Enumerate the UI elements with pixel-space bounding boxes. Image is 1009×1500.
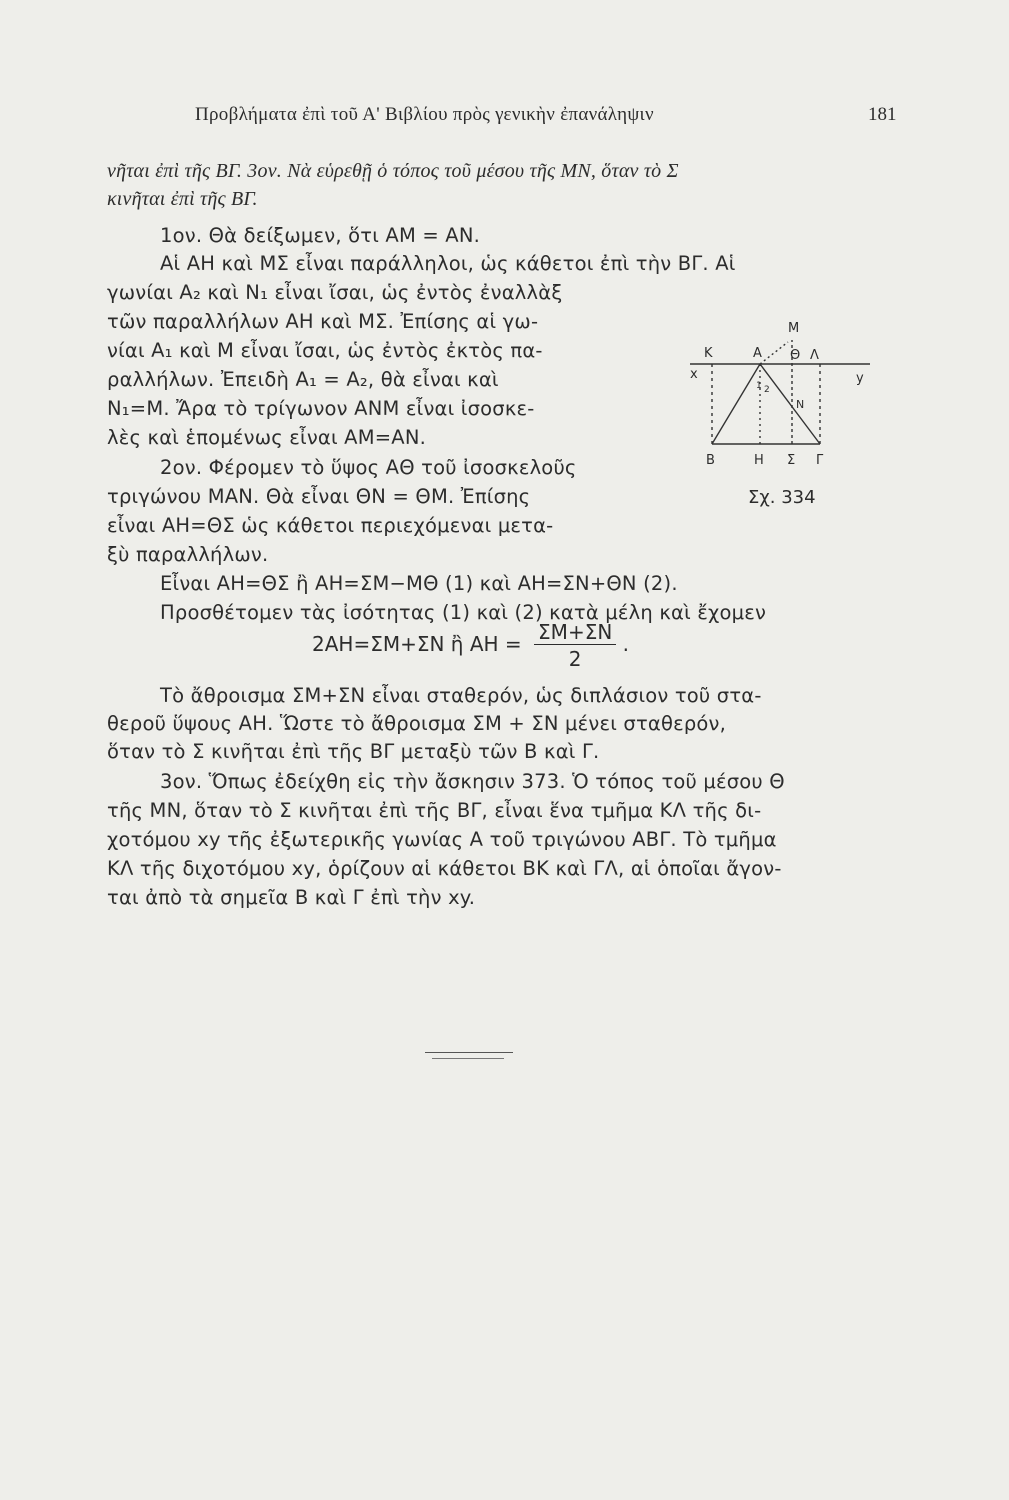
part3-line-1: 3ον. Ὅπως ἐδείχθη εἰς τὴν ἄσκησιν 373. Ὁ τόπος τοῦ μέσου Θ xyxy=(160,770,785,793)
formula-numerator: ΣΜ+ΣΝ xyxy=(534,620,616,645)
label-sigma: Σ xyxy=(787,453,796,468)
label-angle-1: 1 xyxy=(756,381,762,391)
part2b-line-1: Τὸ ἄθροισμα ΣΜ+ΣΝ εἶναι σταθερόν, ὡς διπλάσιον τοῦ στα- xyxy=(160,684,762,707)
formula-denominator: 2 xyxy=(568,647,582,671)
end-rule-secondary xyxy=(432,1058,504,1059)
part2-line-6: Προσθέτομεν τὰς ἰσότητας (1) καὶ (2) κατὰ μέλη καὶ ἔχομεν xyxy=(160,601,767,624)
part1-line-4: τῶν παραλλήλων ΑΗ καὶ ΜΣ. Ἐπίσης αἱ γω- xyxy=(107,310,539,333)
label-h: H xyxy=(754,453,764,468)
label-a: A xyxy=(753,346,762,361)
label-n: N xyxy=(796,398,805,411)
label-k: K xyxy=(704,346,713,361)
part2b-line-3: ὅταν τὸ Σ κινῆται ἐπὶ τῆς ΒΓ μεταξὺ τῶν Β καὶ Γ. xyxy=(107,740,600,763)
part3-line-4: ΚΛ τῆς διχοτόμου xy, ὁρίζουν αἱ κάθετοι ΒΚ καὶ ΓΛ, αἱ ὁποῖαι ἄγον- xyxy=(107,857,782,880)
part3-line-2: τῆς ΜΝ, ὅταν τὸ Σ κινῆται ἐπὶ τῆς ΒΓ, εἶναι ἕνα τμῆμα ΚΛ τῆς δι- xyxy=(107,799,762,822)
label-lambda: Λ xyxy=(810,348,819,363)
part3-line-5: ται ἀπὸ τὰ σημεῖα Β καὶ Γ ἐπὶ τὴν xy. xyxy=(107,886,476,909)
label-b: B xyxy=(706,453,715,468)
end-rule xyxy=(425,1052,513,1053)
side-ag-line xyxy=(760,364,820,444)
sum-formula xyxy=(312,620,629,671)
figure-caption: Σχ. 334 xyxy=(748,487,816,508)
part1-line-6: ραλλήλων. Ἐπειδὴ Α₁ = Α₂, θὰ εἶναι καὶ xyxy=(107,368,499,391)
label-m: M xyxy=(788,321,800,336)
label-gamma: Γ xyxy=(816,453,824,468)
part2-line-2: τριγώνου ΜΑΝ. Θὰ εἶναι ΘΝ = ΘΜ. Ἐπίσης xyxy=(107,485,531,508)
label-angle-2: 2 xyxy=(764,385,770,395)
part1-line-8: λὲς καὶ ἑπομένως εἶναι ΑΜ=ΑΝ. xyxy=(107,426,426,449)
formula-left: 2ΑΗ=ΣΜ+ΣΝ ἢ ΑΗ = xyxy=(312,632,522,656)
part2-line-4: ξὺ παραλλήλων. xyxy=(107,543,269,566)
part2-line-1: 2ον. Φέρομεν τὸ ὕψος ΑΘ τοῦ ἰσοσκελοῦς xyxy=(160,456,577,479)
side-ab-line xyxy=(712,364,760,444)
part1-line-2: Αἱ ΑΗ καὶ ΜΣ εἶναι παράλληλοι, ὡς κάθετοι ἐπὶ τὴν ΒΓ. Αἱ xyxy=(160,252,736,275)
part2b-line-2: θεροῦ ὕψους ΑΗ. Ὥστε τὸ ἄθροισμα ΣΜ + ΣΝ μένει σταθερόν, xyxy=(107,712,727,735)
intro-line-2: κινῆται ἐπὶ τῆς ΒΓ. xyxy=(107,188,258,210)
label-theta: Θ xyxy=(790,348,801,363)
part1-line-5: νίαι Α₁ καὶ Μ εἶναι ἴσαι, ὡς ἐντὸς ἐκτὸς πα- xyxy=(107,339,543,362)
part1-line-3: γωνίαι Α₂ καὶ Ν₁ εἶναι ἴσαι, ὡς ἐντὸς ἐναλλὰξ xyxy=(107,281,563,304)
page-number: 181 xyxy=(868,104,897,125)
segment-am xyxy=(760,342,788,364)
running-header: Προβλήματα ἐπὶ τοῦ Α' Βιβλίου πρὸς γενικὴν ἐπανάληψιν xyxy=(195,104,654,125)
label-x: x xyxy=(690,367,698,382)
intro-line-1: νῆται ἐπὶ τῆς ΒΓ. 3ον. Νὰ εὑρεθῇ ὁ τόπος τοῦ μέσου τῆς ΜΝ, ὅταν τὸ Σ xyxy=(107,160,679,182)
formula-fraction xyxy=(534,620,616,671)
part1-line-1: 1ον. Θὰ δείξωμεν, ὅτι ΑΜ = ΑΝ. xyxy=(160,224,481,247)
part2-line-3: εἶναι ΑΗ=ΘΣ ὡς κάθετοι περιεχόμεναι μετα- xyxy=(107,514,554,537)
part2-line-5: Εἶναι ΑΗ=ΘΣ ἢ ΑΗ=ΣΜ−ΜΘ (1) καὶ ΑΗ=ΣΝ+ΘΝ (2). xyxy=(160,572,678,595)
formula-end: . xyxy=(622,632,630,656)
label-y: y xyxy=(856,371,864,386)
part1-line-7: Ν₁=Μ. Ἄρα τὸ τρίγωνον ΑΝΜ εἶναι ἰσοσκε- xyxy=(107,397,535,420)
part3-line-3: χοτόμου xy τῆς ἐξωτερικῆς γωνίας Α τοῦ τριγώνου ΑΒΓ. Τὸ τμῆμα xyxy=(107,828,777,851)
